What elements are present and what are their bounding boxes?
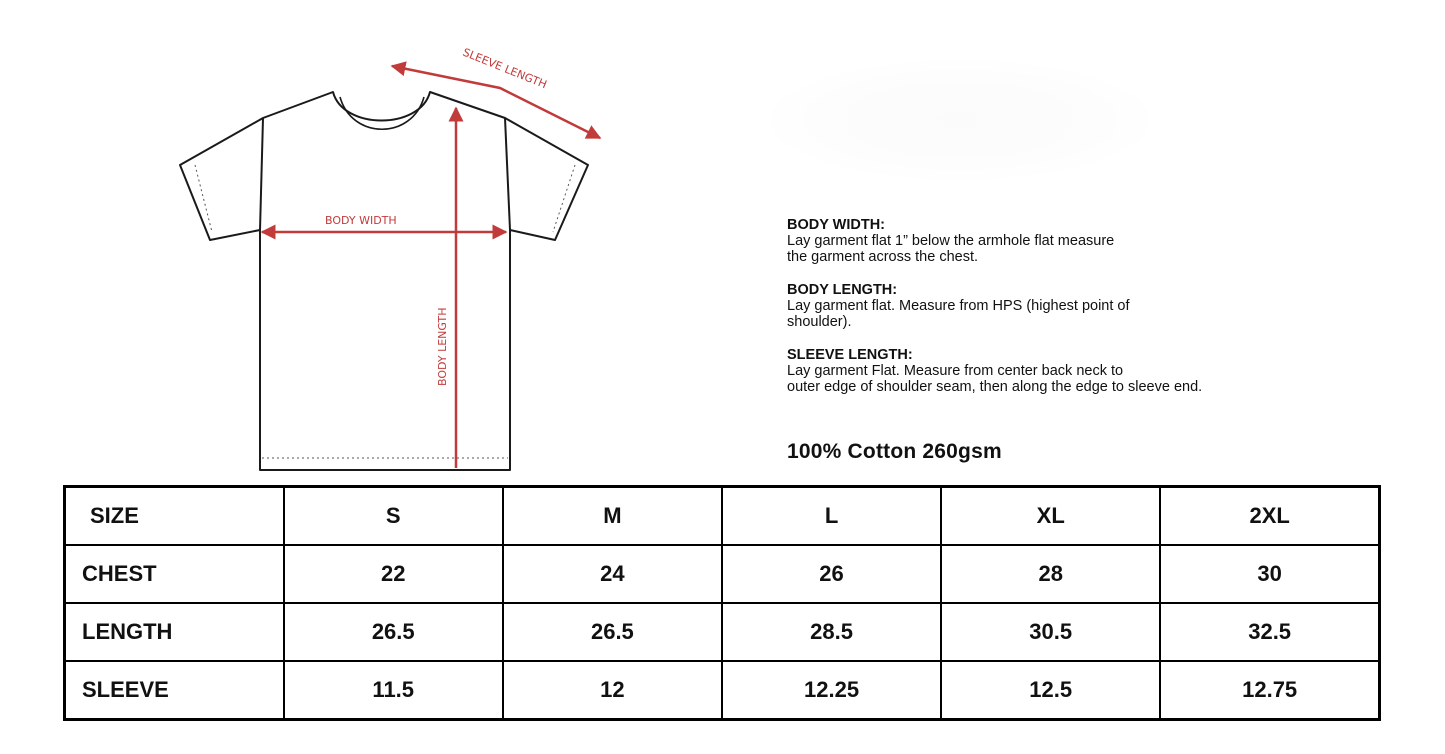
instruction-sleeve-length bbox=[787, 347, 1347, 395]
body-width-arrow bbox=[262, 214, 506, 232]
table-cell: SLEEVE bbox=[65, 661, 284, 720]
table-header-row bbox=[65, 487, 1380, 546]
table-cell: 12.75 bbox=[1160, 661, 1379, 720]
instruction-heading: BODY WIDTH: bbox=[787, 217, 886, 233]
table-header-cell: SIZE bbox=[65, 487, 284, 546]
table-cell: 30 bbox=[1160, 545, 1379, 603]
measurement-instructions bbox=[787, 217, 1347, 412]
body-length-label: BODY LENGTH bbox=[436, 307, 449, 386]
table-cell: LENGTH bbox=[65, 603, 284, 661]
table-header-cell: XL bbox=[941, 487, 1160, 546]
instruction-line: Lay garment flat. Measure from HPS (highest point of bbox=[787, 298, 1130, 314]
table-cell: 26.5 bbox=[284, 603, 503, 661]
table-cell: 11.5 bbox=[284, 661, 503, 720]
table-header-cell: M bbox=[503, 487, 722, 546]
table-cell: 28.5 bbox=[722, 603, 941, 661]
sleeve-length-label: SLEEVE LENGTH bbox=[460, 45, 549, 92]
table-cell: 32.5 bbox=[1160, 603, 1379, 661]
table-cell: 24 bbox=[503, 545, 722, 603]
body-width-label: BODY WIDTH bbox=[325, 214, 397, 227]
table-cell: 22 bbox=[284, 545, 503, 603]
table-header-cell: L bbox=[722, 487, 941, 546]
instruction-line: outer edge of shoulder seam, then along the edge to sleeve end. bbox=[787, 379, 1203, 395]
instruction-line: shoulder). bbox=[787, 314, 852, 330]
sleeve-length-arrow bbox=[392, 46, 600, 138]
faint-background-smudge bbox=[770, 60, 1150, 180]
body-length-arrow bbox=[436, 108, 456, 468]
table-cell: 28 bbox=[941, 545, 1160, 603]
instruction-heading: SLEEVE LENGTH: bbox=[787, 347, 913, 363]
instruction-line: Lay garment Flat. Measure from center back neck to bbox=[787, 363, 1124, 379]
material-spec: 100% Cotton 260gsm bbox=[787, 440, 1002, 463]
size-chart-table bbox=[63, 485, 1381, 721]
table-cell: CHEST bbox=[65, 545, 284, 603]
tshirt-outline bbox=[180, 92, 588, 470]
tshirt-diagram bbox=[0, 0, 760, 480]
table-row bbox=[65, 661, 1380, 720]
instruction-line: Lay garment flat 1” below the armhole flat measure bbox=[787, 233, 1115, 249]
table-cell: 30.5 bbox=[941, 603, 1160, 661]
instruction-body-width bbox=[787, 217, 1347, 265]
table-cell: 12.5 bbox=[941, 661, 1160, 720]
table-header-cell: S bbox=[284, 487, 503, 546]
table-cell: 12 bbox=[503, 661, 722, 720]
instruction-body-length bbox=[787, 282, 1347, 330]
table-cell: 12.25 bbox=[722, 661, 941, 720]
table-row bbox=[65, 545, 1380, 603]
table-cell: 26 bbox=[722, 545, 941, 603]
table-cell: 26.5 bbox=[503, 603, 722, 661]
instruction-line: the garment across the chest. bbox=[787, 249, 979, 265]
table-header-cell: 2XL bbox=[1160, 487, 1379, 546]
table-row bbox=[65, 603, 1380, 661]
instruction-heading: BODY LENGTH: bbox=[787, 282, 898, 298]
stitch-lines bbox=[195, 165, 575, 458]
